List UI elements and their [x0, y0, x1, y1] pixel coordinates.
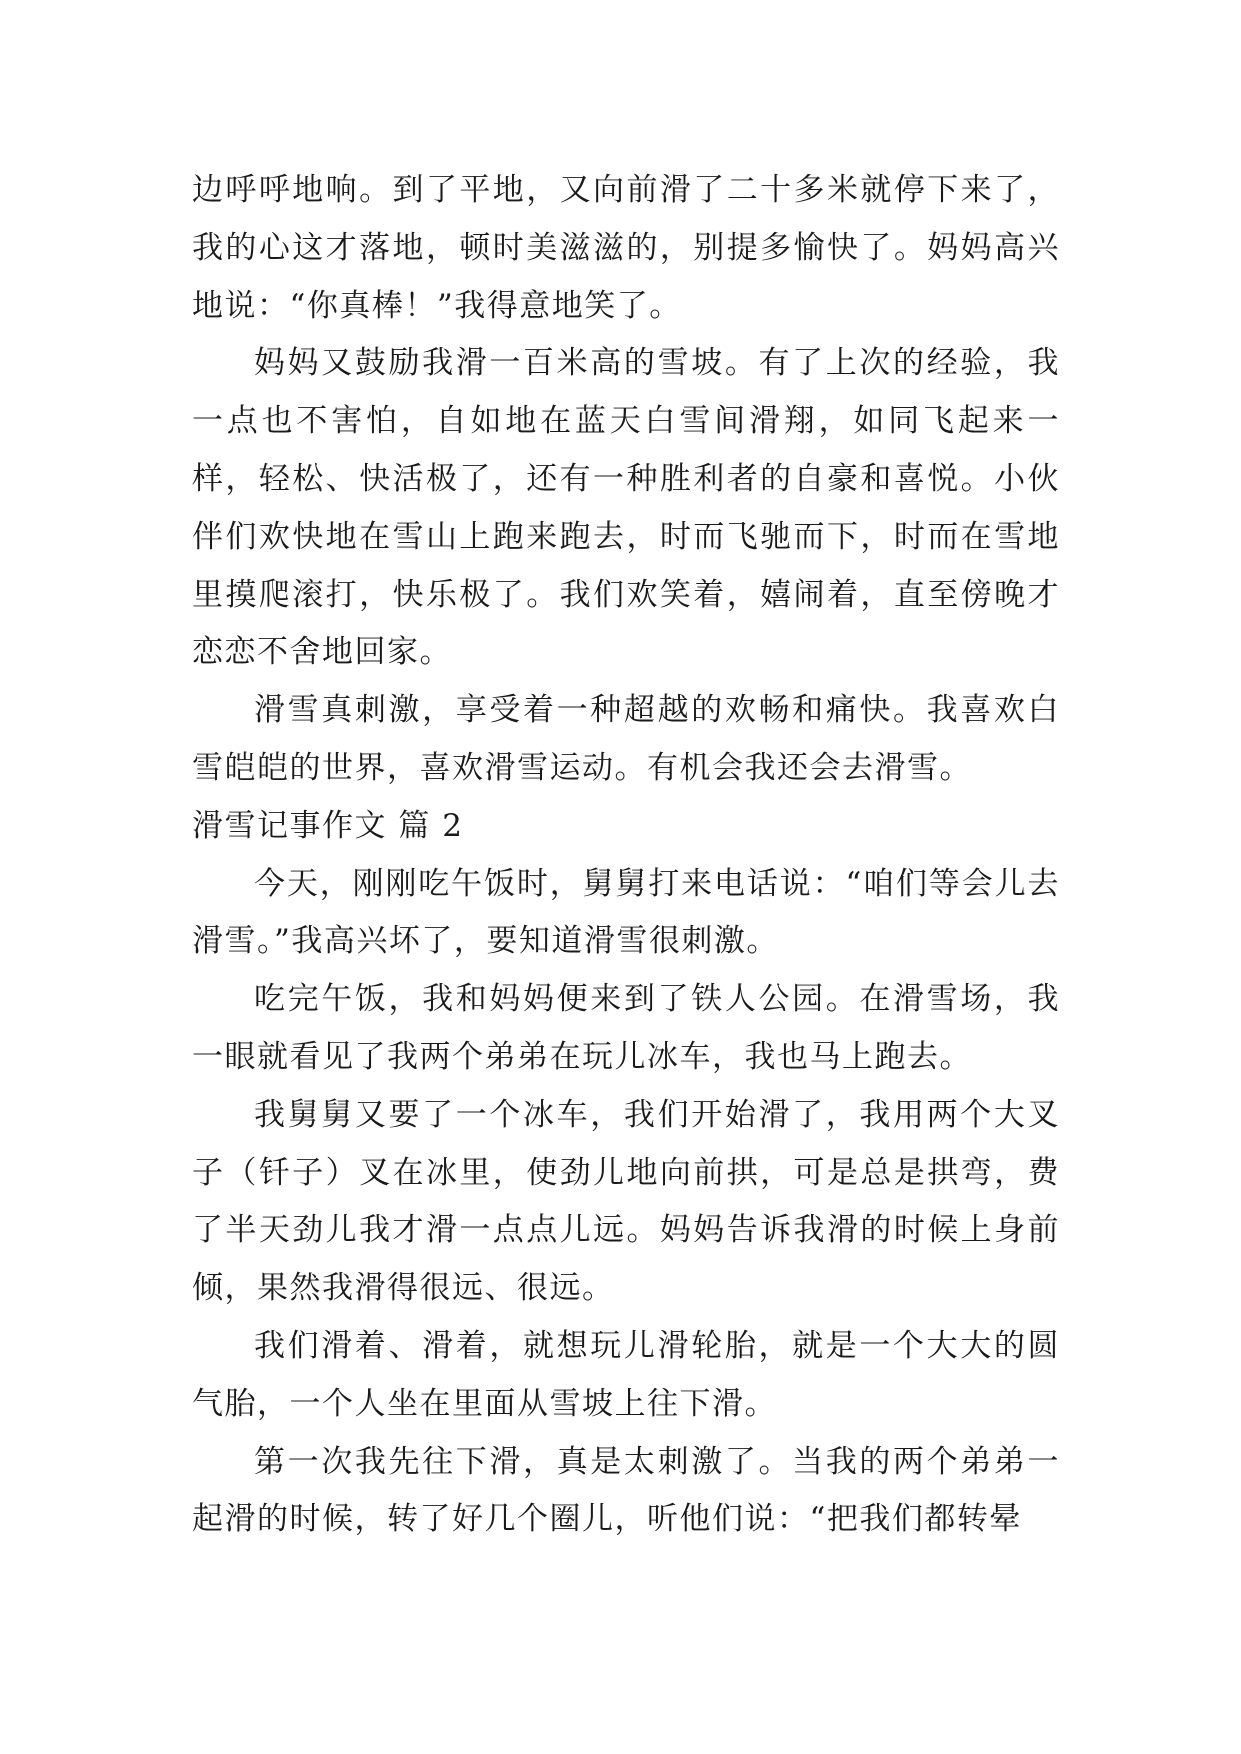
paragraph: 今天，刚刚吃午饭时，舅舅打来电话说：“咱们等会儿去滑雪。”我高兴坏了，要知道滑雪很刺激。: [192, 865, 1060, 960]
paragraph: 我们滑着、滑着，就想玩儿滑轮胎，就是一个大大的圆气胎，一个人坐在里面从雪坡上往下滑。: [192, 1327, 1060, 1422]
article-body: [192, 162, 1060, 1549]
paragraph: 吃完午饭，我和妈妈便来到了铁人公园。在滑雪场，我一眼就看见了我两个弟弟在玩儿冰车，我也马上跑去。: [192, 981, 1060, 1075]
paragraph: 第一次我先往下滑，真是太刺激了。当我的两个弟弟一起滑的时候，转了好几个圈儿，听他们说：“把我们都转晕: [192, 1443, 1060, 1538]
section-heading: 滑雪记事作文 篇 2: [192, 807, 464, 844]
paragraph-continuation: 边呼呼地响。到了平地，又向前滑了二十多米就停下来了，我的心这才落地，顿时美滋滋的，别提多愉快了。妈妈高兴地说：“你真棒！”我得意地笑了。: [192, 172, 1060, 324]
paragraph: 滑雪真刺激，享受着一种超越的欢畅和痛快。我喜欢白雪皑皑的世界，喜欢滑雪运动。有机会我还会去滑雪。: [192, 692, 1060, 786]
paragraph: 我舅舅又要了一个冰车，我们开始滑了，我用两个大叉子（钎子）叉在冰里，使劲儿地向前拱，可是总是拱弯，费了半天劲儿我才滑一点点儿远。妈妈告诉我滑的时候上身前倾，果然我滑得很远、很远。: [192, 1096, 1060, 1307]
paragraph: 妈妈又鼓励我滑一百米高的雪坡。有了上次的经验，我一点也不害怕，自如地在蓝天白雪间滑翔，如同飞起来一样，轻松、快活极了，还有一种胜利者的自豪和喜悦。小伙伴们欢快地在雪山上跑来跑去，时而飞驰而下，时而在雪地里摸爬滚打，快乐极了。我们欢笑着，嬉闹着，直至傍晚才恋恋不舍地回家。: [192, 345, 1060, 671]
